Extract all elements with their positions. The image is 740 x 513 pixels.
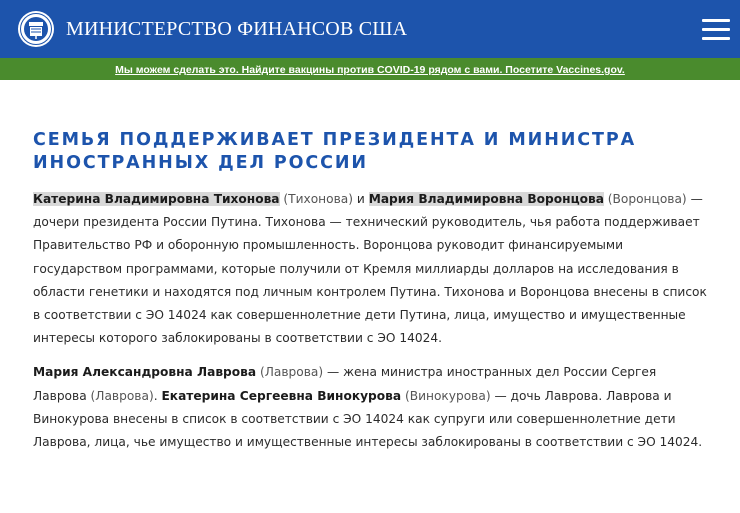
paragraph-text: — дочери президента России Путина. Тихонова — технический руководитель, чья работа поддерживает Правительство РФ и оборонную промышленность. Воронцова руководит финансируемыми государством программами, которые получили от Кремля миллиарды долларов на исследования в области генетики и находятся под личным контролем Путина. Тихонова и Воронцова внесены в список в соответствии с ЭО 14024 как совершеннолетние дети Путина, лица, имущество и имущественные интересы которого заблокированы в соответствии с ЭО 14024. bbox=[33, 192, 707, 346]
person-name: Мария Александровна Лаврова bbox=[33, 365, 257, 380]
paragraph-text: — дочь Лаврова. Лаврова и Винокурова внесены в список в соответствии с ЭО 14024 как супруги или совершеннолетние дети Лаврова, лица, чье имущество и имущественные интересы заблокированы в соответствии с ЭО 14024. bbox=[33, 388, 703, 450]
person-name: Катерина Владимировна Тихонова bbox=[33, 192, 280, 206]
person-alias: (Тихонова) bbox=[283, 192, 354, 206]
hamburger-menu-icon[interactable] bbox=[702, 19, 730, 41]
paragraph-tikhonova-vorontsova bbox=[33, 188, 711, 350]
person-alias: (Воронцова) bbox=[607, 192, 687, 206]
covid-banner-link[interactable]: Мы можем сделать это. Найдите вакцины против COVID-19 рядом с вами. Посетите Vaccines.gov. bbox=[115, 64, 625, 76]
treasury-seal-icon[interactable] bbox=[17, 10, 55, 48]
site-title[interactable]: МИНИСТЕРСТВО ФИНАНСОВ США bbox=[66, 17, 408, 40]
covid-banner bbox=[0, 58, 740, 80]
person-alias: (Лаврова) bbox=[90, 388, 154, 403]
article bbox=[0, 80, 740, 454]
separator: . bbox=[153, 388, 162, 403]
person-name: Екатерина Сергеевна Винокурова bbox=[161, 388, 402, 403]
paragraph-text: — жена министра иностранных дел России Сергея Лаврова bbox=[33, 365, 657, 403]
person-name: Мария Владимировна Воронцова bbox=[368, 192, 604, 206]
article-heading: СЕМЬЯ ПОДДЕРЖИВАЕТ ПРЕЗИДЕНТА И МИНИСТРА ИНОСТРАННЫХ ДЕЛ РОССИИ bbox=[33, 130, 637, 173]
conjunction: и bbox=[353, 192, 369, 206]
paragraph-lavrova-vinokurova bbox=[33, 361, 711, 454]
person-alias: (Винокурова) bbox=[404, 388, 491, 403]
site-header bbox=[0, 0, 740, 58]
person-alias: (Лаврова) bbox=[259, 365, 324, 380]
